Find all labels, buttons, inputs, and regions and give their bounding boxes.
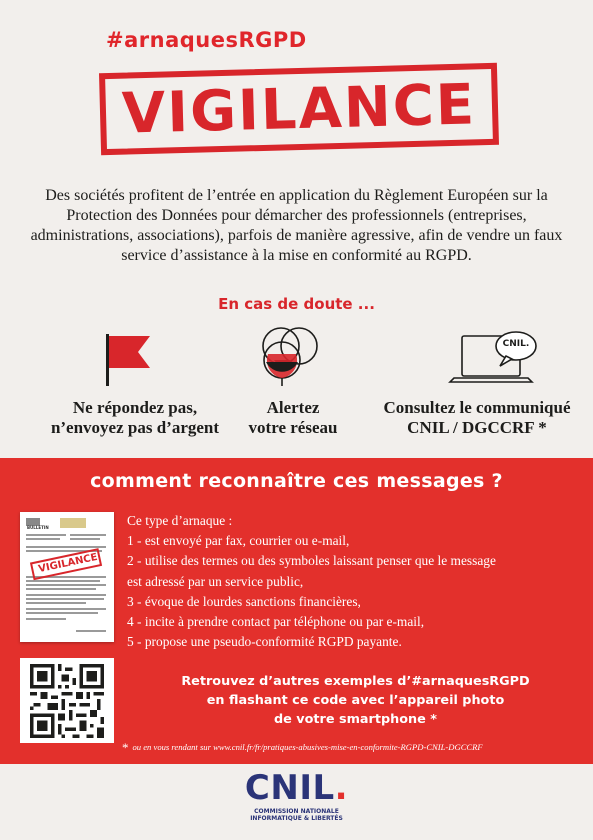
laptop-cnil-icon: [448, 322, 540, 388]
subtitle-line: COMMISSION NATIONALE: [254, 808, 339, 815]
scam-letter-thumbnail: [20, 512, 114, 642]
flag-icon: [92, 328, 158, 390]
footnote: [122, 740, 582, 756]
tip-line: Alertez: [266, 398, 320, 417]
network-alert-icon: [252, 320, 332, 392]
tip-line: CNIL / DGCCRF *: [407, 418, 547, 437]
subtitle-line: INFORMATIQUE & LIBERTÉS: [250, 815, 343, 822]
vigilance-stamp-text: VIGILANCE: [121, 71, 477, 147]
find-more-line: Retrouvez d’autres exemples d’#arnaquesRGPD: [181, 674, 530, 689]
tip-line: n’envoyez pas d’argent: [50, 418, 220, 437]
cnil-logo-dot: .: [334, 768, 349, 808]
tip-line: Ne répondez pas,: [72, 398, 198, 417]
speech-bubble-text: CNIL.: [502, 339, 530, 349]
scam-signs-list: [127, 511, 582, 652]
tip-dont-reply: [30, 398, 240, 438]
footnote-star: *: [122, 740, 129, 755]
doubt-heading: En cas de doute ...: [218, 295, 375, 313]
cnil-logo-text: CNIL: [244, 768, 335, 808]
find-more-line: de votre smartphone *: [273, 712, 437, 727]
list-item: 2 - utilise des termes ou des symboles laissant penser que le message: [127, 553, 496, 569]
tip-line: votre réseau: [248, 418, 338, 437]
list-item: 5 - propose une pseudo-conformité RGPD payante.: [127, 634, 402, 650]
list-item: 4 - incite à prendre contact par téléphone ou par e-mail,: [127, 614, 425, 630]
list-item: 1 - est envoyé par fax, courrier ou e-mail,: [127, 533, 350, 549]
find-more-line: en flashant ce code avec l’appareil photo: [206, 693, 505, 708]
panel-title: comment reconnaître ces messages ?: [90, 470, 503, 492]
list-item: est adressé par un service public,: [127, 573, 304, 589]
thumbnail-stamp: VIGILANCE: [37, 551, 99, 576]
tip-consult-cnil: [372, 398, 582, 438]
find-more-text: [128, 672, 583, 729]
qr-code-icon: [28, 664, 106, 738]
cnil-logo-subtitle: [0, 808, 593, 822]
list-intro: Ce type d’arnaque :: [127, 513, 233, 528]
laptop-icon: [448, 322, 540, 388]
tip-line: Consultez le communiqué: [383, 398, 571, 417]
qr-code[interactable]: [20, 658, 114, 743]
vigilance-stamp: [99, 63, 499, 155]
document-icon: [20, 512, 114, 642]
cnil-logo: [0, 768, 593, 808]
intro-paragraph: Des sociétés profitent de l’entrée en application du Règlement Européen sur la Protection des Données pour démarcher des professionnels (entreprises, administrations, associations), parfois de manière agressive, afin de vendre un faux service d’assistance à la mise en conformité au RGPD.: [30, 187, 563, 264]
hashtag-title: #arnaquesRGPD: [106, 28, 307, 52]
thumbnail-header: BULLETIN: [27, 525, 49, 530]
list-item: 3 - évoque de lourdes sanctions financières,: [127, 593, 361, 609]
footnote-link[interactable]: ou en vous rendant sur www.cnil.fr/fr/pratiques-abusives-mise-en-conformite-RGPD-CNIL-DGCCRF: [132, 742, 483, 752]
tip-alert-network: [238, 398, 348, 438]
